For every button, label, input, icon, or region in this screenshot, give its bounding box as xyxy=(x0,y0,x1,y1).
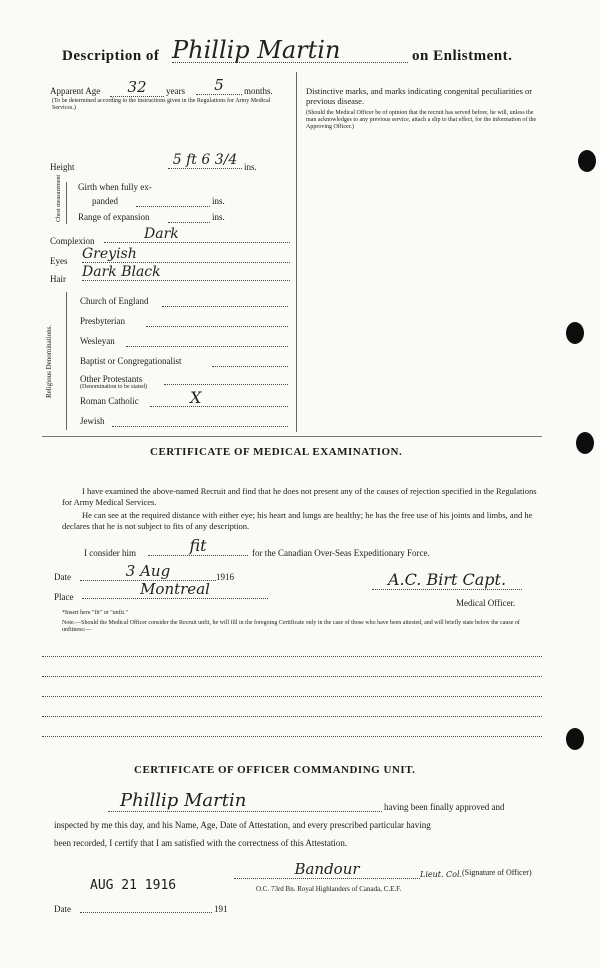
medical-para1: I have examined the above-named Recruit and find that he does not present any of the causes of rejection specified in the Regulations for Army Medical Services. xyxy=(62,486,537,507)
commanding-signature: Bandour xyxy=(234,860,420,879)
commanding-text1: having been finally approved and xyxy=(384,802,505,812)
insert-note: *Insert here "fit" or "unfit." xyxy=(62,610,128,616)
punch-hole xyxy=(566,728,584,750)
chest-side-label: Chest measurement xyxy=(56,174,62,222)
religion-church-of-england: Church of England xyxy=(80,296,149,306)
medical-year: 1916 xyxy=(216,572,234,582)
religion-baptist: Baptist or Congregationalist xyxy=(80,356,182,366)
medical-note: Note.—Should the Medical Officer consider the Recruit unfit, he will fill in the foregoing Certificate only in the case of those who have been attested, and will briefly state below the cause of unfitness:— xyxy=(62,620,520,633)
years-label: years xyxy=(166,86,185,96)
medical-place-label: Place xyxy=(54,592,74,602)
marks-title: Distinctive marks, and marks indicating congenital peculiarities or previous disease. xyxy=(306,86,533,106)
religion-line xyxy=(164,384,288,385)
religion-side-label: Religious Denominations. xyxy=(45,324,53,398)
commanding-sig-label: (Signature of Officer) xyxy=(462,868,532,877)
religion-line xyxy=(146,326,288,327)
commanding-date-year: 191 xyxy=(214,904,228,914)
expansion-unit: ins. xyxy=(212,212,225,222)
religion-wesleyan: Wesleyan xyxy=(80,336,115,346)
header-name: Phillip Martin xyxy=(172,36,408,63)
commanding-date-line xyxy=(80,912,212,913)
age-years: 32 xyxy=(110,78,164,97)
religion-line xyxy=(162,306,288,307)
height-value: 5 ft 6 3/4 xyxy=(168,152,242,169)
religion-bracket xyxy=(66,292,67,430)
religion-line xyxy=(126,346,288,347)
punch-hole xyxy=(576,432,594,454)
unfitness-line xyxy=(42,736,542,737)
medical-officer-signature: A.C. Birt Capt. xyxy=(372,570,522,590)
header-suffix: on Enlistment. xyxy=(412,48,513,64)
complexion-value: Dark xyxy=(104,226,290,243)
eyes-value: Greyish xyxy=(82,246,290,263)
punch-hole xyxy=(566,322,584,344)
marks-note: (Should the Medical Officer be of opinion that the recruit has served before, he will, unless the man acknowledges to any previous service, attach a slip to that effect, for the information of the Approving Officer.) xyxy=(306,110,537,130)
unfitness-line xyxy=(42,676,542,677)
medical-officer-label: Medical Officer. xyxy=(456,598,516,608)
girth-label-2: panded xyxy=(92,196,118,206)
medical-date-value: 3 Aug xyxy=(80,562,216,581)
commanding-unit: O.C. 73rd Bn. Royal Highlanders of Canada, C.E.F. xyxy=(256,885,402,893)
consider-suffix: for the Canadian Over-Seas Expeditionary Force. xyxy=(252,548,430,558)
religion-jewish: Jewish xyxy=(80,416,105,426)
commanding-text3: been recorded, I certify that I am satisfied with the correctness of this Attestation. xyxy=(54,838,348,848)
unfitness-line xyxy=(42,696,542,697)
punch-hole xyxy=(578,150,596,172)
age-note: (To be determined according to the instructions given in the Regulations for Army Medical Services.) xyxy=(52,98,271,111)
consider-prefix: I consider him xyxy=(84,548,136,558)
commanding-date-label: Date xyxy=(54,904,71,914)
medical-title: CERTIFICATE OF MEDICAL EXAMINATION. xyxy=(150,446,403,458)
medical-place-value: Montreal xyxy=(82,580,268,599)
months-label: months. xyxy=(244,86,273,96)
date-stamp: AUG 21 1916 xyxy=(90,878,177,893)
expansion-value xyxy=(168,222,210,223)
height-unit: ins. xyxy=(244,162,257,172)
unfitness-line xyxy=(42,716,542,717)
girth-unit: ins. xyxy=(212,196,225,206)
fit-value: fit xyxy=(148,536,248,556)
hair-label: Hair xyxy=(50,274,66,284)
hair-value: Dark Black xyxy=(82,264,290,281)
religion-line xyxy=(212,366,288,367)
medical-para2: He can see at the required distance with either eye; his heart and lungs are healthy; he has the free use of his joints and limbs, and he declares that he is not subject to fits of any description. xyxy=(62,510,533,531)
commanding-title: CERTIFICATE OF OFFICER COMMANDING UNIT. xyxy=(134,764,416,776)
unfitness-line xyxy=(42,656,542,657)
commanding-name: Phillip Martin xyxy=(108,790,382,812)
religion-roman-catholic: Roman Catholic xyxy=(80,396,139,406)
height-label: Height xyxy=(50,162,75,172)
religion-line xyxy=(112,426,288,427)
section-divider xyxy=(42,436,542,437)
complexion-label: Complexion xyxy=(50,236,95,246)
expansion-label: Range of expansion xyxy=(78,212,150,222)
age-months: 5 xyxy=(196,76,242,95)
apparent-age-label: Apparent Age xyxy=(50,86,101,96)
medical-date-label: Date xyxy=(54,572,71,582)
header-prefix: Description of xyxy=(62,48,160,64)
commanding-role: Lieut. Col. xyxy=(420,870,463,879)
girth-label-1: Girth when fully ex- xyxy=(78,182,152,192)
religion-other-protestants: Other Protestants xyxy=(80,374,143,384)
religion-rc-mark: X xyxy=(190,388,202,407)
commanding-text2: inspected by me this day, and his Name, Age, Date of Attestation, and every prescribed particular having xyxy=(54,820,431,830)
religion-line xyxy=(150,406,288,407)
eyes-label: Eyes xyxy=(50,256,68,266)
girth-value xyxy=(136,206,210,207)
religion-presbyterian: Presbyterian xyxy=(80,316,125,326)
religion-other-note: (Denomination to be stated) xyxy=(80,384,148,390)
chest-bracket xyxy=(66,182,67,224)
